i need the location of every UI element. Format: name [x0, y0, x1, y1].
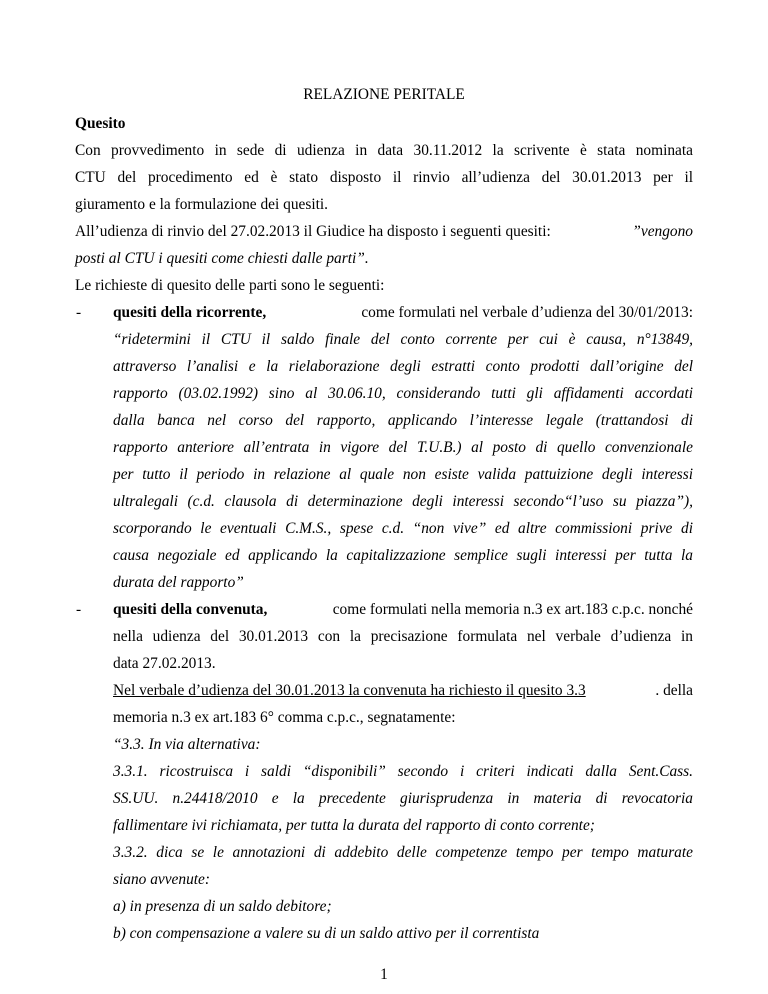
quote-line: 3.3.1. ricostruisca i saldi “disponibili” secondo i criteri indicati dalla Sent.Cass. — [113, 763, 693, 780]
paragraph-text: All’udienza di rinvio del 27.02.2013 il Giudice ha disposto i seguenti quesiti: — [75, 223, 551, 240]
bullet-line: nella udienza del 30.01.2013 con la precisazione formulata nel verbale d’udienza in — [113, 628, 693, 645]
document-title: RELAZIONE PERITALE — [303, 86, 465, 103]
bullet-dash: - — [76, 601, 82, 618]
paragraph-line: Con provvedimento in sede di udienza in data 30.11.2012 la scrivente è stata nominata — [75, 142, 693, 159]
quote-line: fallimentare ivi richiamata, per tutta la durata del rapporto di conto corrente; — [113, 817, 595, 834]
quoted-text: posti al CTU i quesiti come chiesti dalle parti”. — [75, 250, 369, 267]
paragraph-line: CTU del procedimento ed è stato disposto il rinvio all’udienza del 30.01.2013 per il — [75, 169, 693, 186]
quote-line: attraverso l’analisi e la rielaborazione degli estratti conto prodotti dall’origine del — [113, 358, 693, 375]
bullet-line — [113, 601, 693, 619]
underlined-text: Nel verbale d’udienza del 30.01.2013 la convenuta ha richiesto il quesito 3.3 — [113, 682, 586, 699]
quote-line: a) in presenza di un saldo debitore; — [113, 898, 332, 915]
bullet-heading: quesiti della convenuta, — [113, 601, 268, 618]
quote-line: dalla banca nel corso del rapporto, applicando l’interesse legale (trattandosi di — [113, 412, 693, 429]
quote-line: “ridetermini il CTU il saldo finale del conto corrente per cui è causa, n°13849, — [113, 331, 693, 348]
verbale-text: . della — [655, 682, 693, 699]
paragraph-line — [75, 223, 693, 241]
quote-line: 3.3.2. dica se le annotazioni di addebito delle competenze tempo per tempo maturate — [113, 844, 693, 861]
quote-line: siano avvenute: — [113, 871, 211, 888]
quote-line: rapporto anteriore all’entrata in vigore del T.U.B.) al posto di quello convenzionale — [113, 439, 693, 456]
bullet-dash: - — [76, 304, 82, 321]
quoted-text: ”vengono — [632, 223, 693, 240]
verbale-line — [113, 682, 693, 700]
quote-line: per tutto il periodo in relazione al quale non esiste valida pattuizione degli interessi — [113, 466, 693, 483]
section-heading: Quesito — [75, 115, 126, 132]
bullet-line — [113, 304, 693, 322]
quote-line: durata del rapporto” — [113, 574, 244, 591]
quote-line: b) con compensazione a valere su di un saldo attivo per il correntista — [113, 925, 540, 942]
bullet-heading: quesiti della ricorrente, — [113, 304, 267, 321]
paragraph-line: giuramento e la formulazione dei quesiti. — [75, 196, 329, 213]
quote-line: SS.UU. n.24418/2010 e la precedente giurisprudenza in materia di revocatoria — [113, 790, 693, 807]
quote-line: ultralegali (c.d. clausola di determinazione degli interessi secondo“l’uso su piazza”), — [113, 493, 693, 510]
quote-line: causa negoziale ed applicando la capitalizzazione semplice sugli interessi per tutta la — [113, 547, 693, 564]
bullet-line: data 27.02.2013. — [113, 655, 216, 672]
quote-line: scorporando le eventuali C.M.S., spese c.d. “non vive” ed altre commissioni prive di — [113, 520, 693, 537]
paragraph-line: Le richieste di quesito delle parti sono le seguenti: — [75, 277, 385, 294]
verbale-line: memoria n.3 ex art.183 6° comma c.p.c., segnatamente: — [113, 709, 456, 726]
quote-line: “3.3. In via alternativa: — [113, 736, 261, 753]
bullet-text: come formulati nel verbale d’udienza del 30/01/2013: — [361, 304, 693, 321]
quote-line: rapporto (03.02.1992) sino al 30.06.10, considerando tutti gli affidamenti accordati — [113, 385, 693, 402]
bullet-text: come formulati nella memoria n.3 ex art.183 c.p.c. nonché — [332, 601, 693, 618]
page-number: 1 — [380, 966, 388, 983]
